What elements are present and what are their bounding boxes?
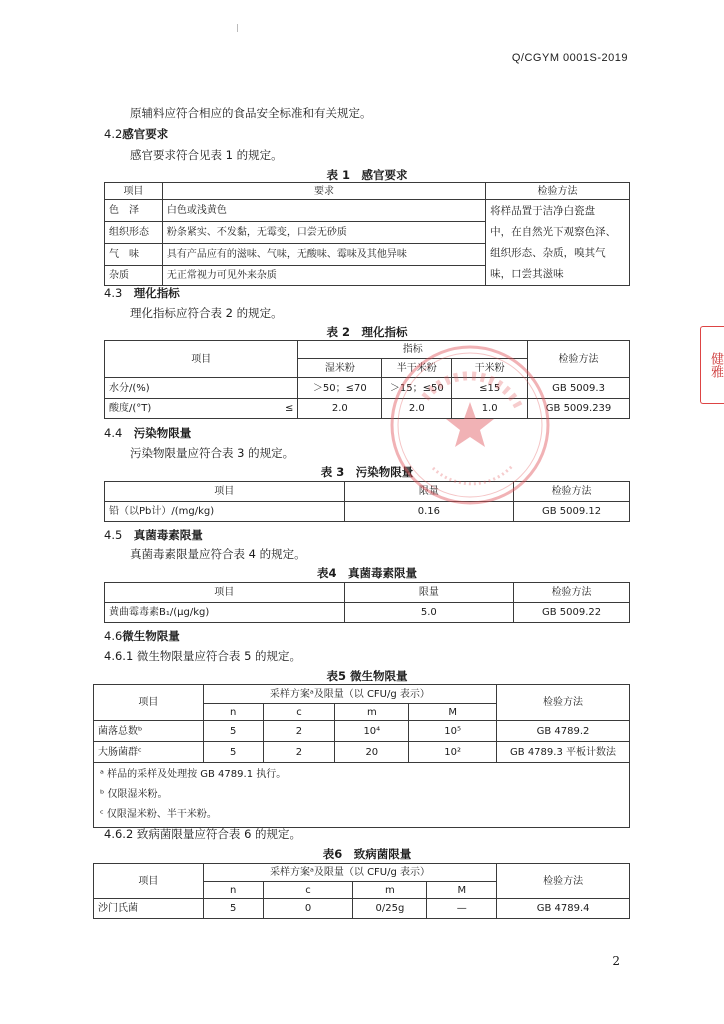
method-cell	[486, 200, 630, 286]
table-6-caption: 表6 致病菌限量	[322, 847, 412, 861]
le-symbol: ≤	[285, 403, 294, 414]
section-4-2-text: 感官要求符合见表 1 的规定。	[130, 148, 283, 162]
section-title: 理化指标	[133, 286, 180, 300]
table-cell: 组织形态	[105, 222, 163, 244]
table-header: 检验方法	[514, 482, 630, 502]
table-cell: 2	[263, 742, 335, 763]
table-header: 项目	[94, 864, 204, 899]
table-header: 检验方法	[497, 864, 630, 899]
table-cell: ≤15	[452, 378, 528, 399]
table-header: 限量	[344, 583, 514, 603]
table-header: 限量	[344, 482, 514, 502]
table-cell: GB 5009.3	[528, 378, 630, 399]
table-cell: GB 4789.3 平板计数法	[497, 742, 630, 763]
table-subheader: n	[203, 704, 263, 721]
table-cell	[105, 399, 298, 419]
table-cell: 具有产品应有的滋味、气味，无酸味、霉味及其他异味	[162, 244, 485, 266]
table-subheader: M	[427, 882, 497, 899]
table-cell: 5	[203, 721, 263, 742]
table-5	[93, 684, 630, 828]
section-4-2	[104, 126, 168, 142]
table-cell: GB 5009.22	[514, 603, 630, 623]
table-cell: GB 5009.12	[514, 502, 630, 522]
official-seal	[385, 340, 555, 510]
table-header: 项目	[105, 583, 345, 603]
table-cell: 2.0	[298, 399, 382, 419]
section-4-3	[104, 285, 180, 301]
method-line: 将样品置于洁净白瓷盘	[490, 204, 596, 217]
table-cell: 沙门氏菌	[94, 899, 204, 919]
table-subheader: m	[335, 704, 409, 721]
table-cell: ＞15；≤50	[382, 378, 452, 399]
table-cell: 粉条紧实、不发黏，无霉变，口尝无砂质	[162, 222, 485, 244]
table-header: 项目	[105, 482, 345, 502]
table-cell: 10⁴	[335, 721, 409, 742]
table-cell: 大肠菌群ᶜ	[94, 742, 204, 763]
standard-code: Q/CGYM 0001S-2019	[511, 52, 628, 64]
section-4-5-text: 真菌毒素限量应符合表 4 的规定。	[130, 547, 306, 561]
page-number: 2	[612, 954, 620, 968]
section-4-4	[104, 425, 191, 441]
table-subheader: c	[263, 882, 353, 899]
section-4-6-1-text: 4.6.1 微生物限量应符合表 5 的规定。	[104, 649, 302, 663]
table-subheader: M	[409, 704, 497, 721]
table-6	[93, 863, 630, 919]
table-cell: GB 4789.2	[497, 721, 630, 742]
side-tab: 健雅	[700, 326, 724, 404]
table-header: 采样方案ᵃ及限量（以 CFU/g 表示）	[203, 864, 496, 882]
table-cell: 1.0	[452, 399, 528, 419]
table-subheader: 半干米粉	[382, 359, 452, 378]
table-cell: 10⁵	[409, 721, 497, 742]
section-number: 4.2	[104, 127, 123, 141]
table-cell: GB 4789.4	[497, 899, 630, 919]
section-number: 4.3	[104, 286, 123, 300]
table-header: 检验方法	[528, 341, 630, 378]
table-3-caption: 表 3 污染物限量	[320, 465, 414, 479]
section-title: 感官要求	[122, 127, 169, 141]
section-4-6-2-text: 4.6.2 致病菌限量应符合表 6 的规定。	[104, 827, 302, 841]
table-header: 项目	[105, 341, 298, 378]
method-line: 中，在自然光下观察色泽、	[490, 225, 617, 238]
scan-mark	[237, 24, 238, 32]
table-cell: 色 泽	[105, 200, 163, 222]
table-header: 检验方法	[497, 685, 630, 721]
section-number: 4.6	[104, 629, 123, 643]
table-cell: 5.0	[344, 603, 514, 623]
section-4-4-text: 污染物限量应符合表 3 的规定。	[130, 446, 295, 460]
table-subheader: m	[353, 882, 427, 899]
table-cell: 0.16	[344, 502, 514, 522]
table-cell: 2	[263, 721, 335, 742]
table-cell: ＞50；≤70	[298, 378, 382, 399]
table-cell: 0	[263, 899, 353, 919]
table-cell: 白色或浅黄色	[162, 200, 485, 222]
table-cell: —	[427, 899, 497, 919]
table-note: ᶜ 仅限湿米粉、半干米粉。	[100, 809, 217, 820]
table-header: 采样方案ᵃ及限量（以 CFU/g 表示）	[203, 685, 496, 704]
table-header: 检验方法	[486, 183, 630, 200]
table-cell: 黄曲霉毒素B₁/(μg/kg)	[105, 603, 345, 623]
method-line: 味，口尝其滋味	[490, 267, 564, 280]
table-1-caption: 表 1 感官要求	[326, 168, 408, 182]
table-2-caption: 表 2 理化指标	[326, 325, 408, 339]
section-4-6	[104, 628, 180, 644]
table-subheader: 湿米粉	[298, 359, 382, 378]
table-header: 指标	[298, 341, 528, 359]
table-header: 要求	[162, 183, 485, 200]
table-cell: 0/25g	[353, 899, 427, 919]
table-4	[104, 582, 630, 623]
table-cell: 无正常视力可见外来杂质	[162, 266, 485, 286]
table-cell: 20	[335, 742, 409, 763]
section-title: 污染物限量	[133, 426, 192, 440]
section-number: 4.5	[104, 528, 123, 542]
method-line: 组织形态、杂质，嗅其气	[490, 246, 606, 259]
table-cell: 5	[203, 742, 263, 763]
table-subheader: 干米粉	[452, 359, 528, 378]
section-number: 4.4	[104, 426, 123, 440]
section-title: 真菌毒素限量	[133, 528, 203, 542]
item-label: 酸度/(°T)	[109, 403, 152, 414]
intro-text: 原辅料应符合相应的食品安全标准和有关规定。	[130, 106, 372, 120]
table-cell: 5	[203, 899, 263, 919]
table-header: 项目	[94, 685, 204, 721]
table-cell: 水分/(%)	[105, 378, 298, 399]
table-note: ᵇ 仅限湿米粉。	[100, 789, 168, 800]
table-header: 检验方法	[514, 583, 630, 603]
table-cell: 杂质	[105, 266, 163, 286]
table-cell: 2.0	[382, 399, 452, 419]
table-1	[104, 182, 630, 286]
table-note: ᵃ 样品的采样及处理按 GB 4789.1 执行。	[100, 769, 287, 780]
table-cell: GB 5009.239	[528, 399, 630, 419]
table-header: 项目	[105, 183, 163, 200]
table-cell: 气 味	[105, 244, 163, 266]
table-subheader: c	[263, 704, 335, 721]
section-4-3-text: 理化指标应符合表 2 的规定。	[130, 306, 283, 320]
table-4-caption: 表4 真菌毒素限量	[316, 566, 417, 580]
section-4-5	[104, 527, 203, 543]
table-subheader: n	[203, 882, 263, 899]
table-5-caption: 表5 微生物限量	[326, 669, 408, 683]
table-notes	[94, 763, 630, 828]
section-title: 微生物限量	[122, 629, 180, 643]
table-cell: 10²	[409, 742, 497, 763]
table-cell: 铅（以Pb计）/(mg/kg)	[105, 502, 345, 522]
table-cell: 菌落总数ᵇ	[94, 721, 204, 742]
